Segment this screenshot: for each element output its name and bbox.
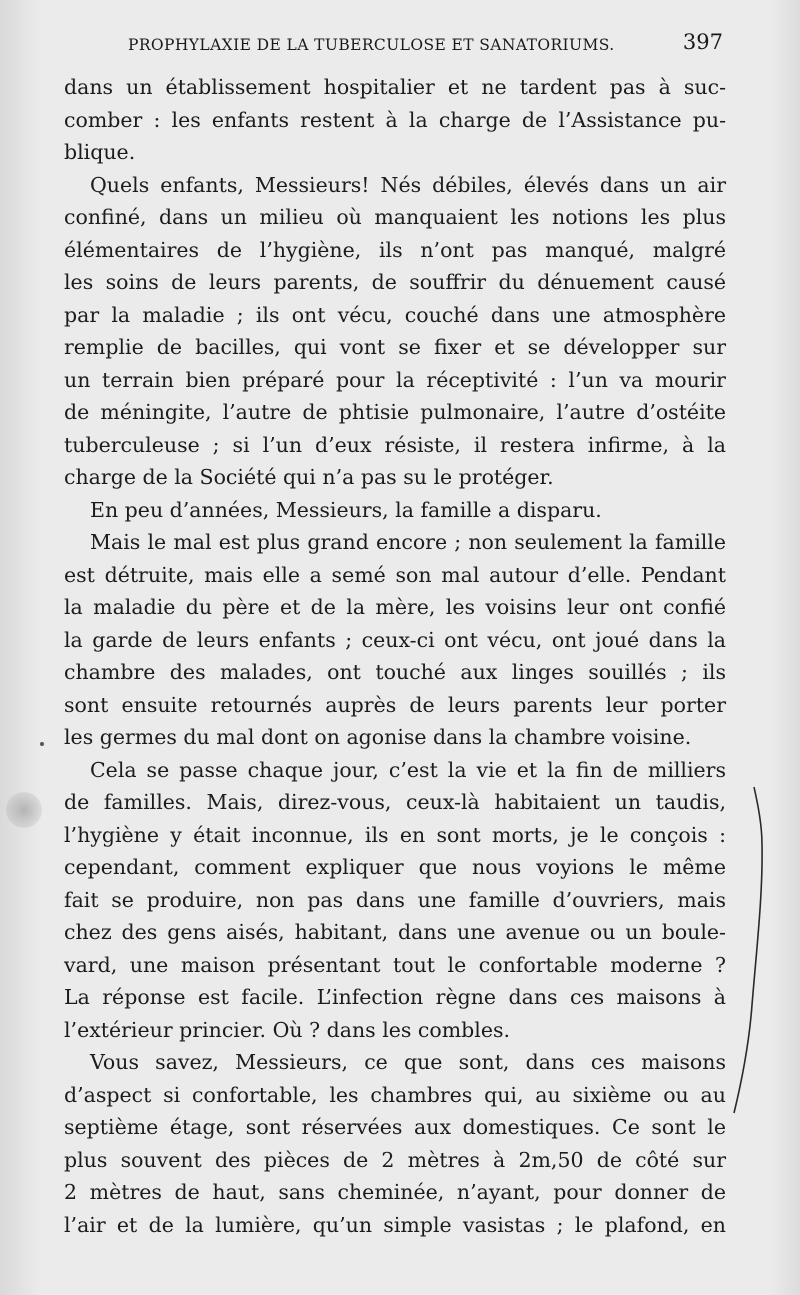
text-line: chambre des malades, ont touché aux linges souillés ; ils [64,660,726,684]
text-line: vard, une maison présentant tout le confortable moderne ? [64,952,726,977]
text-line: un terrain bien préparé pour la réceptivité : l’un va mourir [64,367,726,392]
text-line: blique. [64,140,136,164]
text-line: Quels enfants, Messieurs! Nés débiles, élevés dans un air [90,172,726,197]
page-smudge [6,792,42,828]
text-line: cependant, comment expliquer que nous voyions le même [64,855,726,879]
text-line: plus souvent des pièces de 2 mètres à 2m,50 de côté sur [64,1147,726,1172]
text-line: 2 mètres de haut, sans cheminée, n’ayant, pour donner de [64,1180,726,1204]
page-number: 397 [682,30,723,54]
text-line: la maladie du père et de la mère, les voisins leur ont confié [64,595,726,619]
text-line: les soins de leurs parents, de souffrir du dénuement causé [64,270,726,294]
text-line: l’extérieur princier. Où ? dans les combles. [64,1017,511,1042]
text-line: de méningite, l’autre de phtisie pulmonaire, l’autre d’ostéite [64,400,726,424]
text-line: La réponse est facile. L’infection règne dans ces maisons à [64,985,726,1009]
text-line: Mais le mal est plus grand encore ; non seulement la famille [90,530,726,554]
text-line: l’hygiène y était inconnue, ils en sont morts, je le conçois : [64,822,726,847]
text-line: septième étage, sont réservées aux domestiques. Ce sont le [64,1115,726,1139]
text-line: de familles. Mais, direz-vous, ceux-là habitaient un taudis, [64,790,726,814]
text-line: la garde de leurs enfants ; ceux-ci ont vécu, ont joué dans la [64,627,726,652]
text-line: confiné, dans un milieu où manquaient les notions les plus [64,205,726,229]
text-line: est détruite, mais elle a semé son mal autour d’elle. Pendant [64,562,726,587]
running-head [128,30,728,62]
text-line: Vous savez, Messieurs, ce que sont, dans ces maisons [90,1050,726,1074]
text-line: En peu d’années, Messieurs, la famille a disparu. [90,497,602,522]
text-line: d’aspect si confortable, les chambres qui, au sixième ou au [64,1082,726,1107]
text-line: Cela se passe chaque jour, c’est la vie et la fin de milliers [90,757,726,782]
text-line: sont ensuite retournés auprès de leurs parents leur porter [64,692,726,717]
text-line: élémentaires de l’hygiène, ils n’ont pas manqué, malgré [64,237,726,262]
text-line: les germes du mal dont on agonise dans la chambre voisine. [64,725,692,749]
text-line: charge de la Société qui n’a pas su le protéger. [64,465,554,489]
text-line: comber : les enfants restent à la charge de l’Assistance pu- [64,107,726,132]
text-line: remplie de bacilles, qui vont se fixer et se développer sur [64,335,726,359]
body-text [64,71,726,1241]
text-line: chez des gens aisés, habitant, dans une avenue ou un boule- [64,920,726,944]
text-line: l’air et de la lumière, qu’un simple vasistas ; le plafond, en [64,1212,726,1237]
text-line: tuberculeuse ; si l’un d’eux résiste, il restera infirme, à la [64,432,726,457]
text-line: par la maladie ; ils ont vécu, couché dans une atmosphère [64,302,726,327]
running-title: PROPHYLAXIE DE LA TUBERCULOSE ET SANATORIUMS. [128,36,615,54]
text-line: fait se produire, non pas dans une famille d’ouvriers, mais [64,887,726,912]
text-line: dans un établissement hospitalier et ne tardent pas à suc- [64,75,726,99]
margin-dot [40,742,44,746]
